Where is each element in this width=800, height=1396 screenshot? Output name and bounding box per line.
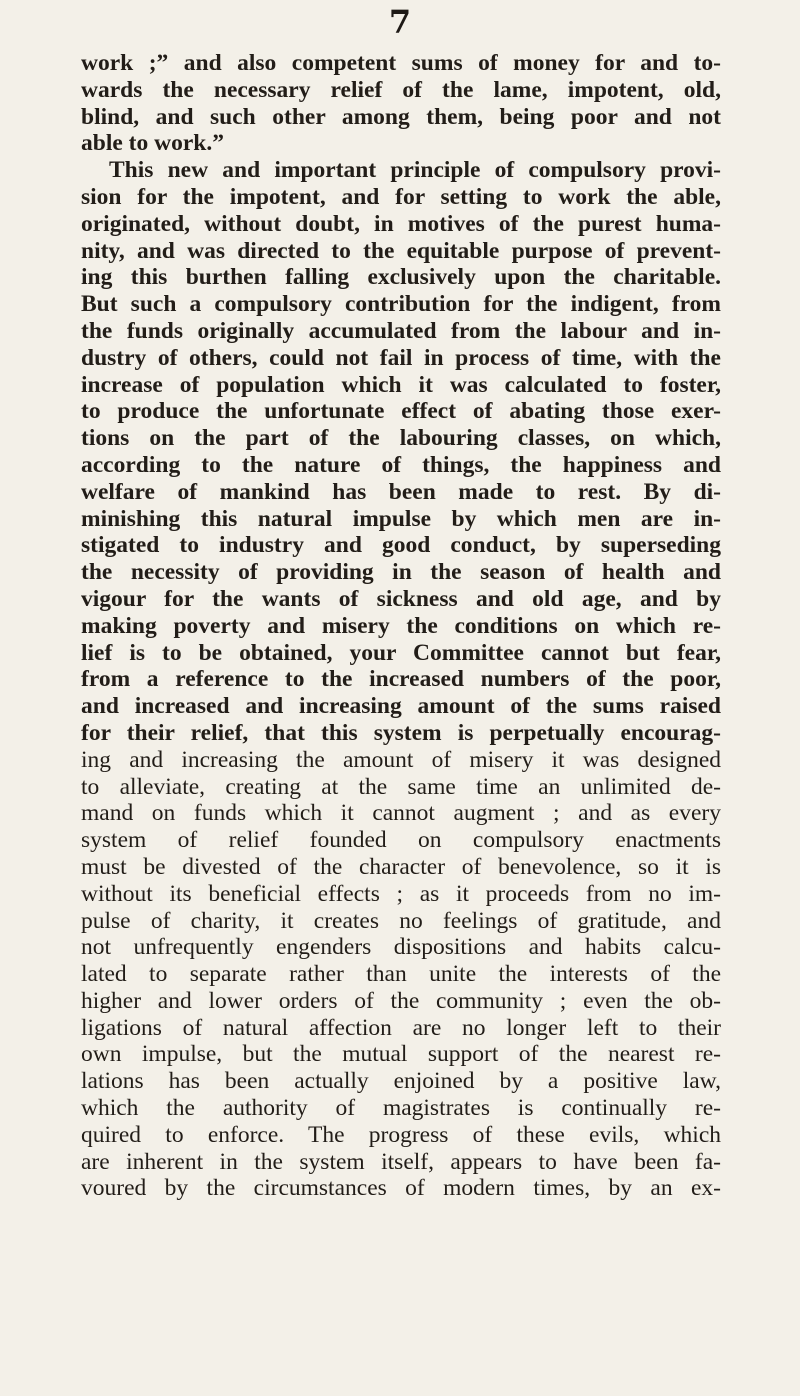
- text-line: lated to separate rather than unite the interests of the: [81, 961, 721, 988]
- text-line: system of relief founded on compulsory enactments: [81, 827, 721, 854]
- text-line: are inherent in the system itself, appears to have been fa-: [81, 1148, 721, 1175]
- text-line: ing this burthen falling exclusively upon the charitable.: [81, 264, 721, 291]
- text-line: according to the nature of things, the happiness and: [81, 451, 721, 478]
- text-line: which the authority of magistrates is continually re-: [81, 1095, 721, 1122]
- text-line: work ;” and also competent sums of money for and to-: [81, 50, 721, 76]
- text-line: without its beneficial effects ; as it proceeds from no im-: [81, 880, 721, 907]
- text-line: not unfrequently engenders dispositions and habits calcu-: [81, 934, 721, 961]
- text-line: tions on the part of the labouring classes, on which,: [81, 425, 721, 452]
- page-number: 7: [388, 3, 412, 41]
- text-line: own impulse, but the mutual support of the nearest re-: [81, 1041, 721, 1068]
- text-line: mand on funds which it cannot augment ; and as every: [81, 800, 721, 827]
- body-text: [81, 50, 721, 1202]
- text-line: and increased and increasing amount of the sums raised: [81, 693, 721, 720]
- text-line: able to work.”: [81, 130, 224, 157]
- text-line: lief is to be obtained, your Committee cannot but fear,: [81, 639, 721, 666]
- text-line: This new and important principle of compulsory provi-: [109, 157, 721, 184]
- text-line: minishing this natural impulse by which men are in-: [81, 505, 721, 532]
- text-line: increase of population which it was calculated to foster,: [81, 371, 721, 398]
- text-line: dustry of others, could not fail in process of time, with the: [81, 344, 721, 371]
- text-line: to produce the unfortunate effect of abating those exer-: [81, 398, 721, 425]
- text-line: lations has been actually enjoined by a positive law,: [81, 1068, 721, 1095]
- text-line: higher and lower orders of the community ; even the ob-: [81, 987, 721, 1014]
- text-line: nity, and was directed to the equitable purpose of prevent-: [81, 237, 721, 264]
- text-line: quired to enforce. The progress of these evils, which: [81, 1121, 721, 1148]
- text-line: wards the necessary relief of the lame, impotent, old,: [81, 76, 721, 103]
- text-line: vigour for the wants of sickness and old age, and by: [81, 585, 721, 612]
- text-line: sion for the impotent, and for setting to work the able,: [81, 183, 721, 210]
- text-line: But such a compulsory contribution for the indigent, from: [81, 291, 721, 318]
- text-line: originated, without doubt, in motives of the purest huma-: [81, 210, 721, 237]
- text-line: stigated to industry and good conduct, by superseding: [81, 532, 721, 559]
- text-line: the necessity of providing in the season of health and: [81, 559, 721, 586]
- text-line: must be divested of the character of benevolence, so it is: [81, 853, 721, 880]
- text-line: the funds originally accumulated from the labour and in-: [81, 317, 721, 344]
- paragraph: [81, 157, 721, 1202]
- text-line: ing and increasing the amount of misery it was designed: [81, 746, 721, 773]
- text-line: for their relief, that this system is perpetually encourag-: [81, 719, 721, 746]
- text-line: blind, and such other among them, being poor and not: [81, 103, 721, 130]
- text-line: pulse of charity, it creates no feelings of gratitude, and: [81, 907, 721, 934]
- text-line: ligations of natural affection are no longer left to their: [81, 1014, 721, 1041]
- text-line: making poverty and misery the conditions on which re-: [81, 612, 721, 639]
- text-line: voured by the circumstances of modern times, by an ex-: [81, 1175, 721, 1202]
- paragraph: [81, 50, 721, 157]
- text-line: from a reference to the increased numbers of the poor,: [81, 666, 721, 693]
- text-line: to alleviate, creating at the same time an unlimited de-: [81, 773, 721, 800]
- text-line: welfare of mankind has been made to rest. By di-: [81, 478, 721, 505]
